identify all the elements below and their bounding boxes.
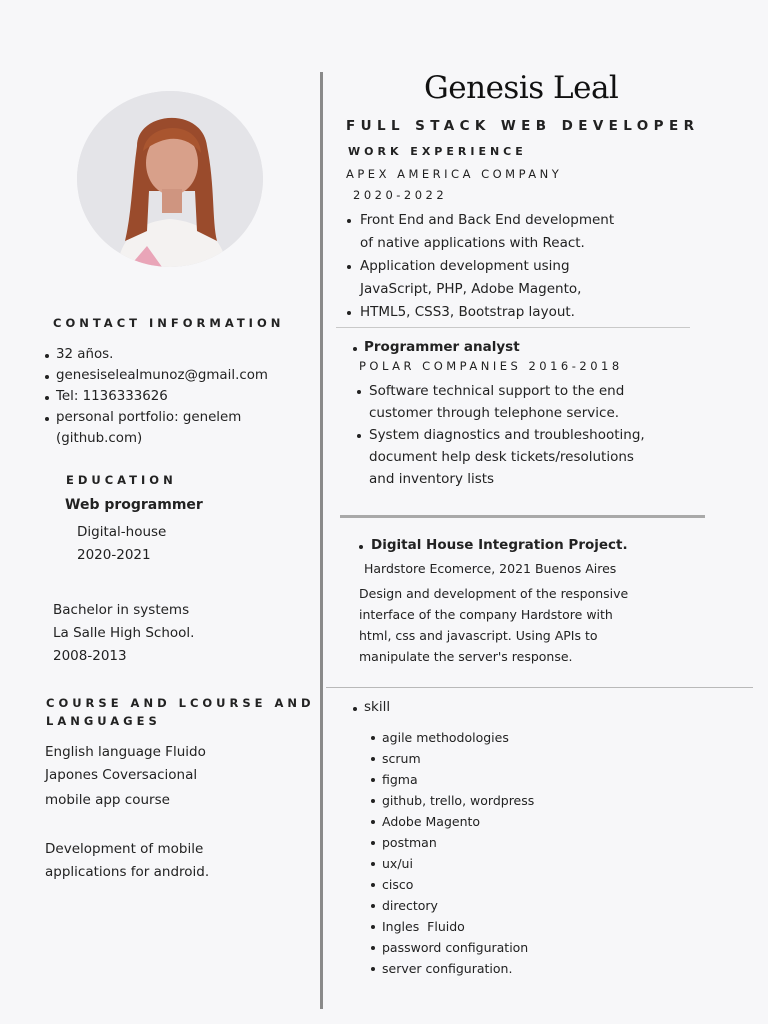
job1-dates: 2020-2022 bbox=[353, 188, 448, 202]
bachelor-school: La Salle High School. bbox=[53, 625, 195, 641]
bachelor-years: 2008-2013 bbox=[53, 648, 127, 664]
profile-photo-portrait bbox=[77, 91, 263, 267]
skills-heading: skill bbox=[352, 697, 390, 717]
job1-company: APEX AMERICA COMPANY bbox=[346, 167, 563, 181]
course-android: Development of mobile applications for android. bbox=[45, 841, 210, 880]
job1-bullet: HTML5, CSS3, Bootstrap layout. bbox=[346, 301, 614, 324]
course-line-mobile: mobile app course bbox=[45, 792, 170, 808]
contact-email[interactable]: genesiselealmunoz@gmail.com bbox=[44, 365, 268, 386]
contact-list bbox=[44, 344, 268, 449]
course-line-english: English language Fluido bbox=[45, 744, 206, 760]
rule-job2 bbox=[340, 515, 705, 518]
course-line-japanese: Japones Coversacional bbox=[45, 767, 198, 783]
skill-item: scrum bbox=[370, 748, 534, 769]
skills-heading-list bbox=[352, 697, 390, 717]
project-description: Design and development of the responsive interface of the company Hardstore with html, css and javascript. Using APIs to manipulate the server's response. bbox=[359, 586, 629, 664]
education-years: 2020-2021 bbox=[77, 547, 151, 563]
courses-list bbox=[45, 741, 206, 812]
project-title-list bbox=[358, 535, 628, 555]
skill-item: postman bbox=[370, 832, 534, 853]
rule-job1 bbox=[336, 327, 690, 328]
skills-list bbox=[370, 727, 534, 979]
skill-item: agile methodologies bbox=[370, 727, 534, 748]
project-title: Digital House Integration Project. bbox=[358, 535, 628, 555]
contact-portfolio[interactable]: personal portfolio: genelem (github.com) bbox=[44, 407, 268, 449]
job2-company: POLAR COMPANIES 2016-2018 bbox=[359, 359, 623, 373]
contact-age: 32 años. bbox=[44, 344, 268, 365]
skill-item: cisco bbox=[370, 874, 534, 895]
education-heading: EDUCATION bbox=[66, 473, 177, 487]
job2-bullets bbox=[356, 380, 645, 490]
bachelor-degree: Bachelor in systems bbox=[53, 602, 190, 618]
skill-item: server configuration. bbox=[370, 958, 534, 979]
skill-item: Adobe Magento bbox=[370, 811, 534, 832]
skill-item: figma bbox=[370, 769, 534, 790]
job2-bullet: Software technical support to the end customer through telephone service. bbox=[356, 380, 645, 424]
rule-project bbox=[326, 687, 753, 688]
skill-item: Ingles Fluido bbox=[370, 916, 534, 937]
education-school: Digital-house bbox=[77, 524, 167, 540]
project-subtitle: Hardstore Ecomerce, 2021 Buenos Aires bbox=[364, 561, 617, 576]
skill-item: password configuration bbox=[370, 937, 534, 958]
profile-photo bbox=[77, 91, 263, 267]
job1-bullets bbox=[346, 209, 614, 324]
skill-item: github, trello, wordpress bbox=[370, 790, 534, 811]
contact-phone[interactable]: Tel: 1136333626 bbox=[44, 386, 268, 407]
education-degree: Web programmer bbox=[65, 497, 203, 513]
skill-item: ux/ui bbox=[370, 853, 534, 874]
job1-bullet: Application development using JavaScript, PHP, Adobe Magento, bbox=[346, 255, 614, 301]
work-experience-heading: WORK EXPERIENCE bbox=[348, 145, 527, 158]
job2-role-list bbox=[352, 337, 520, 357]
job2-bullet: System diagnostics and troubleshooting, document help desk tickets/resolutions and inventory lists bbox=[356, 424, 645, 490]
column-divider bbox=[320, 72, 323, 1009]
candidate-name: Genesis Leal bbox=[424, 70, 619, 106]
courses-heading: COURSE AND LCOURSE AND LANGUAGES bbox=[46, 696, 315, 728]
job1-bullet: Front End and Back End development of native applications with React. bbox=[346, 209, 614, 255]
contact-heading: CONTACT INFORMATION bbox=[53, 316, 285, 330]
job2-role: Programmer analyst bbox=[352, 337, 520, 357]
skill-item: directory bbox=[370, 895, 534, 916]
job-title: FULL STACK WEB DEVELOPER bbox=[346, 118, 700, 134]
